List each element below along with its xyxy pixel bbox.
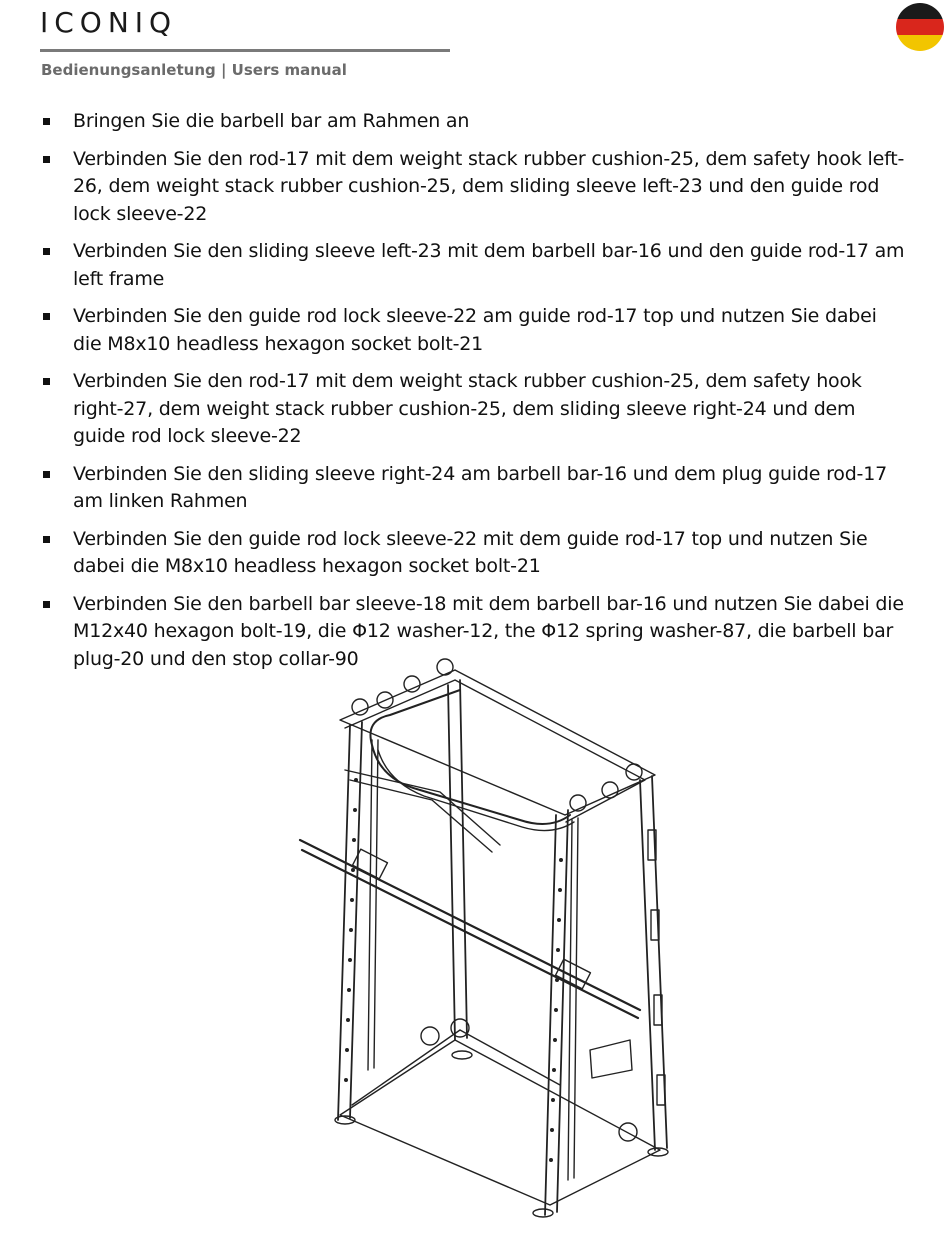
assembly-steps-list bbox=[40, 108, 910, 683]
list-item bbox=[40, 108, 910, 136]
smith-machine-assembly-diagram bbox=[290, 655, 690, 1230]
german-flag-icon[interactable] bbox=[896, 3, 944, 51]
bottom-frame bbox=[340, 1040, 660, 1205]
step-text: Verbinden Sie den guide rod lock sleeve-22 am guide rod-17 top und nutzen Sie dabei die M8x10 headless hexagon socket bolt-21 bbox=[73, 305, 877, 355]
step-text: Verbinden Sie den rod-17 mit dem weight stack rubber cushion-25, dem safety hook left-26, dem weight stack rubber cushion-25, dem sliding sleeve left-23 und den guide rod lock sleeve-22 bbox=[73, 147, 905, 225]
step-text: Verbinden Sie den rod-17 mit dem weight stack rubber cushion-25, dem safety hook right-27, dem weight stack rubber cushion-25, dem sliding sleeve right-24 und dem guide rod lock sleeve-22 bbox=[73, 370, 862, 447]
bullet-icon bbox=[43, 156, 50, 163]
step-text: Bringen Sie die barbell bar am Rahmen an bbox=[73, 110, 470, 132]
weight-horn bbox=[590, 1040, 632, 1078]
step-text: Verbinden Sie den sliding sleeve left-23 mit dem barbell bar-16 und den guide rod-17 am left frame bbox=[73, 240, 905, 290]
bullet-icon bbox=[43, 601, 50, 608]
list-item bbox=[40, 146, 910, 229]
flag-stripe-gold bbox=[896, 35, 944, 51]
barbell-sliding-sleeve-right bbox=[556, 959, 591, 989]
bullet-icon bbox=[43, 378, 50, 385]
left-guide-rod bbox=[368, 740, 378, 1070]
document-subtitle: Bedienungsanletung | Users manual bbox=[41, 61, 347, 79]
list-item bbox=[40, 303, 910, 358]
step-text: Verbinden Sie den guide rod lock sleeve-22 mit dem guide rod-17 top und nutzen Sie dabei die M8x10 headless hexagon socket bolt-21 bbox=[73, 527, 868, 577]
list-item bbox=[40, 238, 910, 293]
list-item bbox=[40, 526, 910, 581]
list-item bbox=[40, 368, 910, 451]
bullet-icon bbox=[43, 471, 50, 478]
right-guide-rod bbox=[568, 818, 578, 1180]
flag-stripe-black bbox=[896, 3, 944, 19]
flag-stripe-red bbox=[896, 19, 944, 35]
bullet-icon bbox=[43, 118, 50, 125]
bullet-icon bbox=[43, 536, 50, 543]
left-rear-upright bbox=[448, 680, 467, 1040]
header-divider bbox=[40, 49, 450, 52]
dip-handle bbox=[345, 770, 500, 852]
right-front-upright bbox=[545, 810, 568, 1215]
step-text: Verbinden Sie den sliding sleeve right-24 am barbell bar-16 und dem plug guide rod-17 am linken Rahmen bbox=[73, 462, 887, 512]
pulley bbox=[352, 699, 368, 715]
right-rear-upright bbox=[640, 776, 667, 1150]
bullet-icon bbox=[43, 313, 50, 320]
list-item bbox=[40, 461, 910, 516]
step-text: Verbinden Sie den barbell bar sleeve-18 mit dem barbell bar-16 und nutzen Sie dabei die M12x40 hexagon bolt-19, die Φ12 washer-12, the Φ12 spring washer-87, die barbell bar plug-20 und den stop collar-90 bbox=[73, 592, 904, 670]
bullet-icon bbox=[43, 248, 50, 255]
brand-logo: ICONIQ bbox=[40, 6, 178, 39]
